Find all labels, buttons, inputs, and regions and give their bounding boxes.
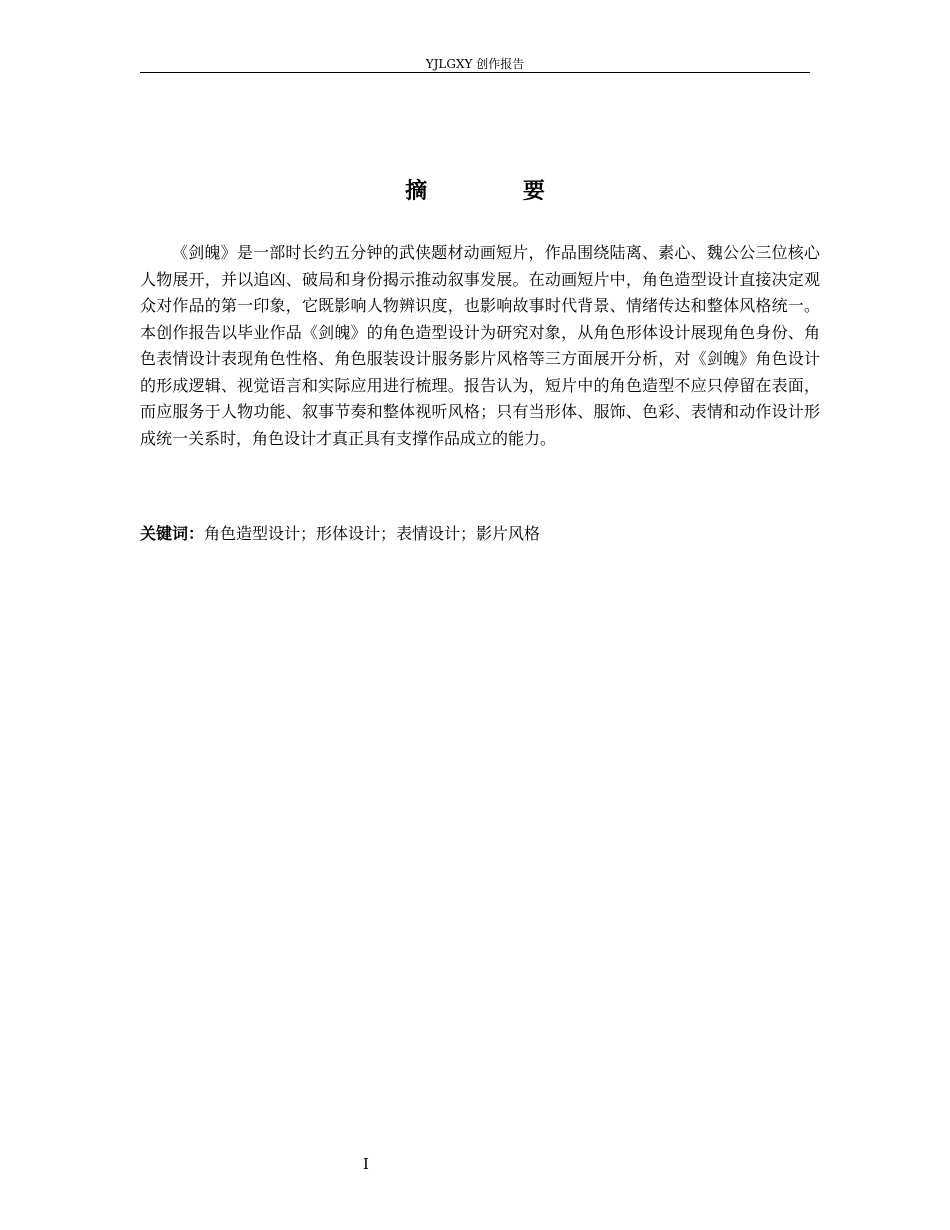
keywords-label: 关键词：	[140, 524, 205, 543]
keywords-line	[140, 521, 820, 547]
keywords-text: 角色造型设计；形体设计；表情设计；影片风格	[204, 524, 541, 543]
running-header: YJLGXY 创作报告	[425, 57, 525, 71]
abstract-title: 摘 要	[405, 178, 589, 204]
header-rule	[140, 72, 810, 73]
abstract-body: 《剑魄》是一部时长约五分钟的武侠题材动画短片，作品围绕陆离、素心、魏公公三位核心人物展开，并以追凶、破局和身份揭示推动叙事发展。在动画短片中，角色造型设计直接决定观众对作品的第一印象，它既影响人物辨识度，也影响故事时代背景、情绪传达和整体风格统一。本创作报告以毕业作品《剑魄》的角色造型设计为研究对象，从角色形体设计展现角色身份、角色表情设计表现角色性格、角色服装设计服务影片风格等三方面展开分析，对《剑魄》角色设计的形成逻辑、视觉语言和实际应用进行梳理。报告认为，短片中的角色造型不应只停留在表面，而应服务于人物功能、叙事节奏和整体视听风格；只有当形体、服饰、色彩、表情和动作设计形成统一关系时，角色设计才真正具有支撑作品成立的能力。	[140, 243, 820, 448]
page-number: I	[363, 1155, 369, 1173]
